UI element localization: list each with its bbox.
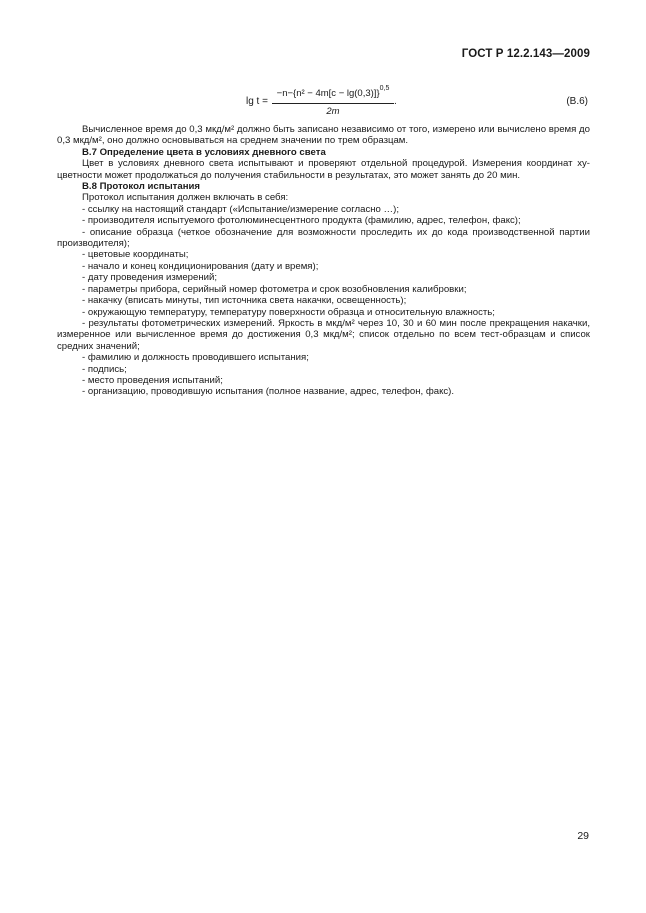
- list-item: - описание образца (четкое обозначение для возможности проследить их до кода производственной партии производителя);: [57, 226, 590, 250]
- section-heading-b8: В.8 Протокол испытания: [82, 181, 201, 193]
- fraction-bar: [272, 103, 394, 104]
- list-item: - параметры прибора, серийный номер фотометра и срок возобновления калибровки;: [82, 283, 467, 295]
- section-heading-b7: В.7 Определение цвета в условиях дневного света: [82, 146, 326, 158]
- list-item: - результаты фотометрических измерений. Яркость в мкд/м² через 10, 30 и 60 мин после прекращения накачки, измеренное или вычисленное время до достижения 0,3 мкд/м²; список отдельно по всем тест-образцам и список средних значений;: [57, 317, 590, 352]
- document-body: [57, 124, 590, 398]
- list-item: - подпись;: [82, 363, 127, 375]
- list-item: - организацию, проводившую испытания (полное название, адрес, телефон, факс).: [82, 386, 455, 398]
- paragraph-daylight-color: Цвет в условиях дневного света испытывают и проверяют отдельной процедурой. Измерения координат xy-цветности может продолжаться до получения стабильности в результатах, это может занять до 20 мин.: [57, 158, 590, 181]
- formula-exponent: 0,5: [379, 85, 390, 92]
- list-item: - ссылку на настоящий стандарт («Испытание/измерение согласно …);: [82, 203, 399, 215]
- paragraph-calc-time: Вычисленное время до 0,3 мкд/м² должно быть записано независимо от того, измерено или вычислено время до 0,3 мкд/м², оно должно основываться на среднем значении по трем образцам.: [57, 124, 590, 147]
- formula-trailing: .: [394, 96, 397, 107]
- formula-number: (В.6): [566, 96, 588, 107]
- formula-numerator: [272, 85, 394, 99]
- page-number: 29: [577, 830, 589, 842]
- list-item: - фамилию и должность проводившего испытания;: [82, 352, 309, 364]
- formula-numerator-text: −n−{n² − 4m[c − lg(0,3)]}: [276, 88, 380, 99]
- list-item: - цветовые координаты;: [82, 249, 189, 261]
- document-header: ГОСТ Р 12.2.143—2009: [461, 48, 590, 60]
- list-item: - начало и конец кондиционирования (дату и время);: [82, 260, 319, 272]
- formula-denominator: 2m: [326, 106, 340, 117]
- list-item: - накачку (вписать минуты, тип источника света накачки, освещенность);: [82, 295, 407, 307]
- formula-b6: [0, 84, 646, 120]
- list-item: - окружающую температуру, температуру поверхности образца и относительную влажность;: [82, 306, 495, 318]
- list-item: - место проведения испытаний;: [82, 374, 223, 386]
- list-item: - дату проведения измерений;: [82, 272, 218, 284]
- protocol-list: [57, 204, 590, 398]
- list-item: - производителя испытуемого фотолюминесцентного продукта (фамилию, адрес, телефон, факс);: [82, 215, 521, 227]
- paragraph-protocol-intro: Протокол испытания должен включать в себя:: [82, 192, 289, 204]
- formula-lhs: lg t =: [246, 96, 268, 107]
